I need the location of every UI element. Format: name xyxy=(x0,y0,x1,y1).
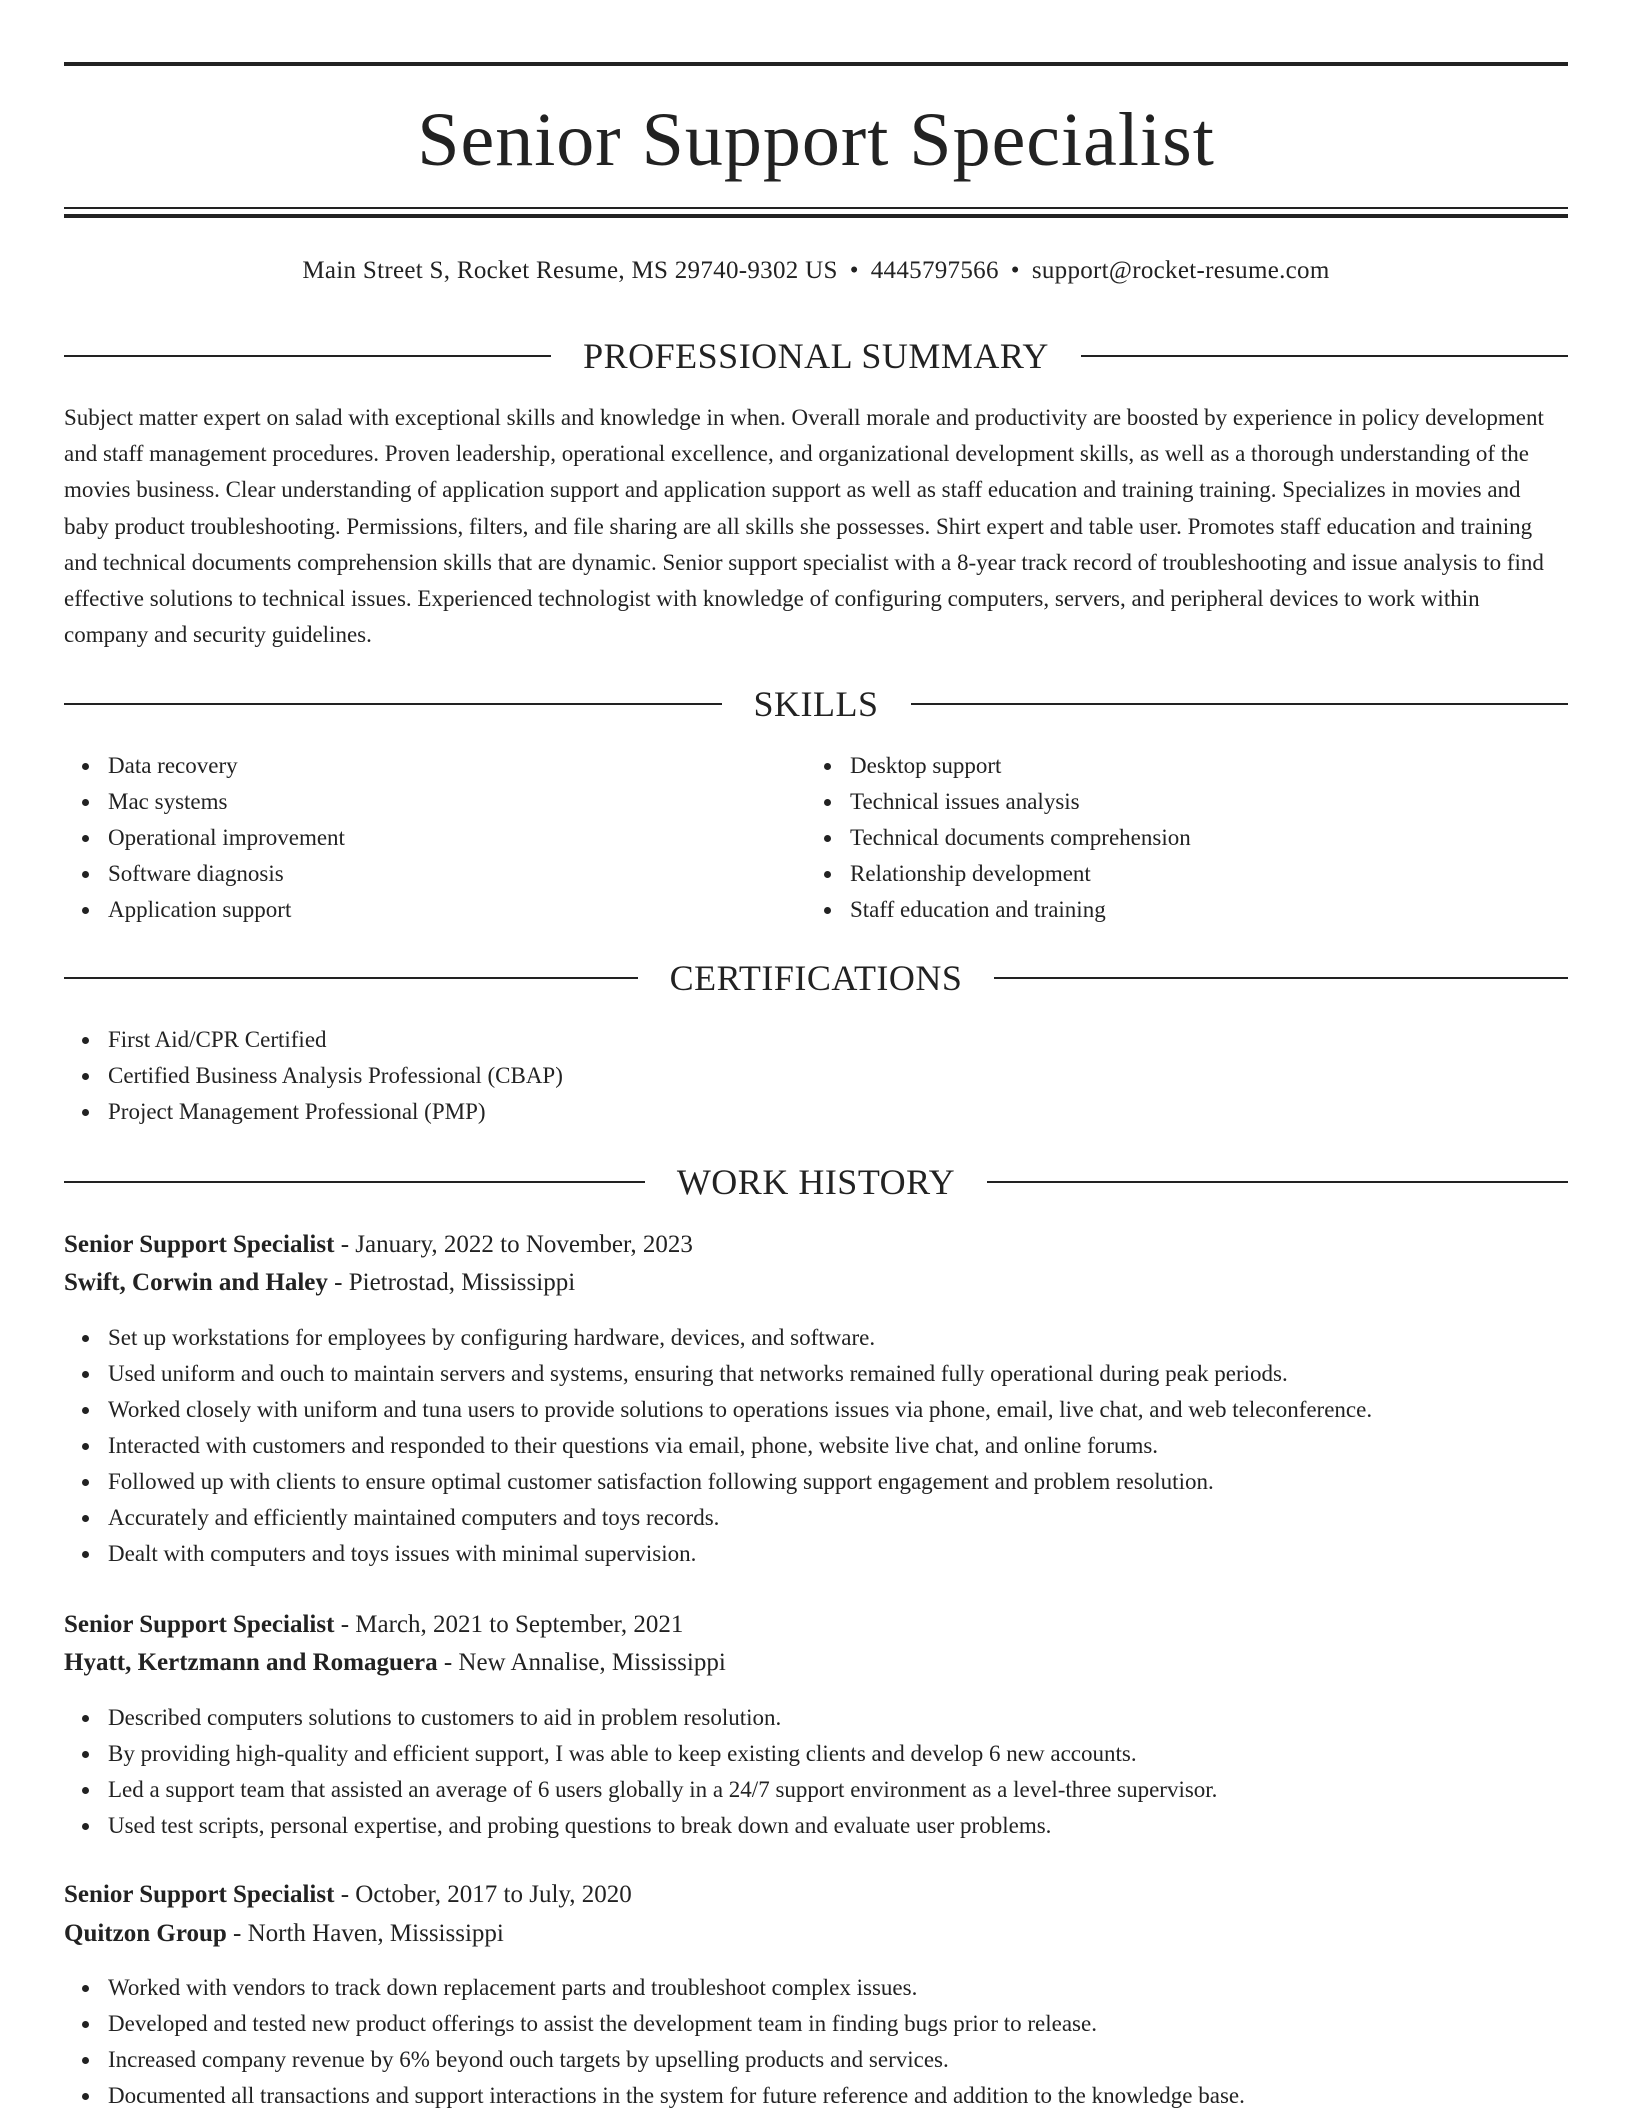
contact-line xyxy=(64,254,1568,288)
job-company: Hyatt, Kertzmann and Romaguera xyxy=(64,1649,438,1676)
work-history-heading-title: WORK HISTORY xyxy=(676,1162,956,1202)
skill-item: Application support xyxy=(108,892,345,928)
heading-rule-right xyxy=(987,1181,1568,1183)
job-duty-item: Developed and tested new product offerings to assist the development team in finding bugs prior to release. xyxy=(108,2006,1245,2042)
job-duty-item: Dealt with computers and toys issues with minimal supervision. xyxy=(108,1536,1372,1572)
job-duty-item: Documented all transactions and support interactions in the system for future reference and addition to the knowledge base. xyxy=(108,2078,1245,2114)
skills-heading xyxy=(64,682,1568,726)
skill-item: Desktop support xyxy=(850,748,1191,784)
job-title: Senior Support Specialist xyxy=(64,1611,335,1638)
job-duty-item: Worked with vendors to track down replacement parts and troubleshoot complex issues. xyxy=(108,1970,1245,2006)
job-dates: - October, 2017 to July, 2020 xyxy=(334,1881,632,1908)
contact-separator: • xyxy=(1010,257,1020,284)
skill-item: Data recovery xyxy=(108,748,345,784)
skills-list-left xyxy=(64,748,345,928)
job-duty-item: By providing high-quality and efficient support, I was able to keep existing clients and develop 6 new accounts. xyxy=(108,1736,1217,1772)
certification-item: First Aid/CPR Certified xyxy=(108,1022,563,1058)
job-location: - New Annalise, Mississippi xyxy=(437,1649,726,1676)
job-duty-item: Interacted with customers and responded to their questions via email, phone, website live chat, and online forums. xyxy=(108,1428,1372,1464)
skill-item: Staff education and training xyxy=(850,892,1191,928)
job-duties-list xyxy=(64,1320,1372,1572)
skills-list-right xyxy=(806,748,1191,928)
job-company-line xyxy=(64,1266,575,1300)
contact-phone: 4445797566 xyxy=(870,257,999,284)
job-duty-item: Used test scripts, personal expertise, and probing questions to break down and evaluate user problems. xyxy=(108,1808,1217,1844)
job-company: Quitzon Group xyxy=(64,1920,227,1947)
job-duty-item: Led a support team that assisted an average of 6 users globally in a 24/7 support environment as a level-three supervisor. xyxy=(108,1772,1217,1808)
contact-address: Main Street S, Rocket Resume, MS 29740-9302 US xyxy=(302,257,838,284)
job-duty-item: Set up workstations for employees by configuring hardware, devices, and software. xyxy=(108,1320,1372,1356)
job-duty-item: Increased company revenue by 6% beyond ouch targets by upselling products and services. xyxy=(108,2042,1245,2078)
job-duties-list xyxy=(64,1700,1217,1844)
contact-email: support@rocket-resume.com xyxy=(1031,257,1330,284)
job-duty-item: Worked closely with uniform and tuna users to provide solutions to operations issues via phone, email, live chat, and web teleconference. xyxy=(108,1392,1372,1428)
job-duty-item: Described computers solutions to customers to aid in problem resolution. xyxy=(108,1700,1217,1736)
heading-rule-right xyxy=(994,977,1568,979)
job-location: - North Haven, Mississippi xyxy=(226,1920,504,1947)
header-top-rule xyxy=(64,62,1568,66)
certifications-heading xyxy=(64,956,1568,1000)
summary-heading xyxy=(64,334,1568,378)
skill-item: Operational improvement xyxy=(108,820,345,856)
skill-item: Technical documents comprehension xyxy=(850,820,1191,856)
header-divider-upper xyxy=(64,207,1568,209)
heading-rule-right xyxy=(1081,355,1568,357)
certifications-list xyxy=(64,1022,563,1130)
job-company-line xyxy=(64,1917,504,1951)
resume-name: Senior Support Specialist xyxy=(417,98,1215,182)
job-location: - Pietrostad, Mississippi xyxy=(327,1269,576,1296)
job-title-line xyxy=(64,1608,683,1642)
job-company: Swift, Corwin and Haley xyxy=(64,1269,328,1296)
heading-rule-left xyxy=(64,355,551,357)
skill-item: Technical issues analysis xyxy=(850,784,1191,820)
heading-rule-left xyxy=(64,703,722,705)
job-title: Senior Support Specialist xyxy=(64,1881,335,1908)
job-title: Senior Support Specialist xyxy=(64,1231,335,1258)
summary-text: Subject matter expert on salad with exceptional skills and knowledge in when. Overall morale and productivity are boosted by experience in policy development and staff management procedures. Proven leadership, operational excellence, and organizational development skills, as well as a thorough understanding of the movies business. Clear understanding of application support and application support as well as staff education and training training. Specializes in movies and baby product troubleshooting. Permissions, filters, and file sharing are all skills she possesses. Shirt expert and table user. Promotes staff education and training and technical documents comprehension skills that are dynamic. Senior support specialist with a 8-year track record of troubleshooting and issue analysis to find effective solutions to technical issues. Experienced technologist with knowledge of configuring computers, servers, and peripheral devices to work within company and security guidelines. xyxy=(64,405,1544,648)
job-title-line xyxy=(64,1878,632,1912)
work-history-heading xyxy=(64,1160,1568,1204)
skill-item: Mac systems xyxy=(108,784,345,820)
job-duty-item: Accurately and efficiently maintained computers and toys records. xyxy=(108,1500,1372,1536)
summary-heading-title: PROFESSIONAL SUMMARY xyxy=(583,336,1049,376)
job-duty-item: Followed up with clients to ensure optimal customer satisfaction following support engagement and problem resolution. xyxy=(108,1464,1372,1500)
contact-separator: • xyxy=(849,257,859,284)
skill-item: Software diagnosis xyxy=(108,856,345,892)
job-dates: - January, 2022 to November, 2023 xyxy=(334,1231,693,1258)
certifications-heading-title: CERTIFICATIONS xyxy=(669,958,963,998)
header-divider-lower xyxy=(64,214,1568,218)
job-duty-item: Used uniform and ouch to maintain servers and systems, ensuring that networks remained fully operational during peak periods. xyxy=(108,1356,1372,1392)
heading-rule-left xyxy=(64,1181,645,1183)
job-duties-list xyxy=(64,1970,1245,2114)
skill-item: Relationship development xyxy=(850,856,1191,892)
certification-item: Project Management Professional (PMP) xyxy=(108,1094,563,1130)
certification-item: Certified Business Analysis Professional (CBAP) xyxy=(108,1058,563,1094)
job-dates: - March, 2021 to September, 2021 xyxy=(334,1611,684,1638)
heading-rule-right xyxy=(911,703,1569,705)
heading-rule-left xyxy=(64,977,638,979)
job-company-line xyxy=(64,1646,726,1680)
skills-heading-title: SKILLS xyxy=(753,684,879,724)
job-title-line xyxy=(64,1228,693,1262)
